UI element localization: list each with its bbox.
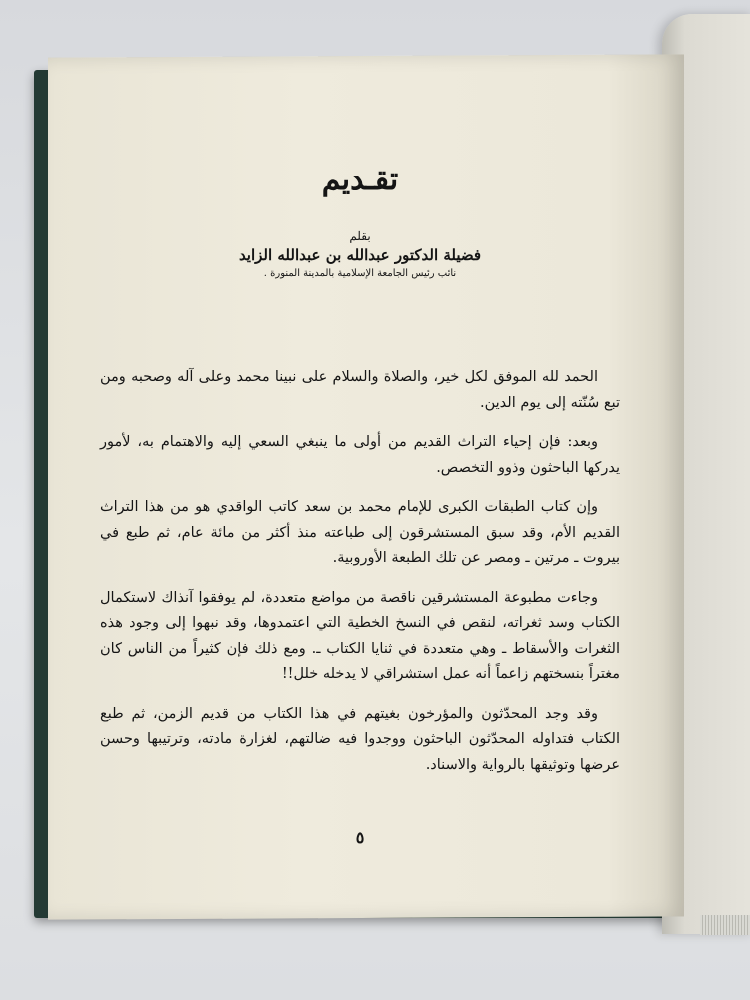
paragraph: وبعد: فإن إحياء التراث القديم من أولى ما ينبغي السعي إليه والاهتمام به، لأمور يدركها الباحثون وذوو التخصص. — [100, 434, 620, 476]
by-label: بقلم — [349, 229, 371, 243]
author-title: نائب رئيس الجامعة الإسلامية بالمدينة المنورة . — [263, 268, 457, 279]
page-number: ٥ — [355, 828, 365, 847]
byline — [100, 228, 620, 282]
page-content — [100, 160, 620, 880]
body-text — [100, 365, 620, 792]
page-title: تقـديم — [321, 162, 399, 197]
page-edge — [700, 915, 750, 935]
paragraph: وقد وجد المحدّثون والمؤرخون بغيتهم في هذا الكتاب من قديم الزمن، ثم طبع الكتاب فتداوله المحدّثون الباحثون ووجدوا فيه ضالتهم، لغزارة مادته، وترتيبها وحسن عرضها وتوثيقها بالرواية والاسناد. — [100, 705, 620, 773]
paragraph: وإن كتاب الطبقات الكبرى للإمام محمد بن سعد كاتب الواقدي هو من هذا التراث القديم الأم، وقد سبق المستشرقون إلى طباعته منذ أكثر من مائة عام، ثم طبع في بيروت ـ مرتين ـ ومصر عن تلك الطبعة الأوروبية. — [100, 499, 620, 566]
paragraph: وجاءت مطبوعة المستشرقين ناقصة من مواضع متعددة، لم يوفقوا آنذاك لاستكمال الكتاب وسد ثغراته، لنقص في النسخ الخطية التي اعتمدوها، وقد نبهوا إلى وجود هذه الثغرات والأسقاط ـ وهي متعددة في ثنايا الكتاب ـ. ومع ذلك فإن كثيراً من الناس كان مغتراً بنسختهم زاعماً أنه عمل استشراقي لا يدخله خلل!! — [100, 589, 620, 682]
paragraph: الحمد لله الموفق لكل خير، والصلاة والسلام على نبينا محمد وعلى آله وصحبه ومن تبع سُنّته إلى يوم الدين. — [100, 369, 620, 411]
author-name: فضيلة الدكتور عبدالله بن عبدالله الزايد — [238, 246, 482, 264]
